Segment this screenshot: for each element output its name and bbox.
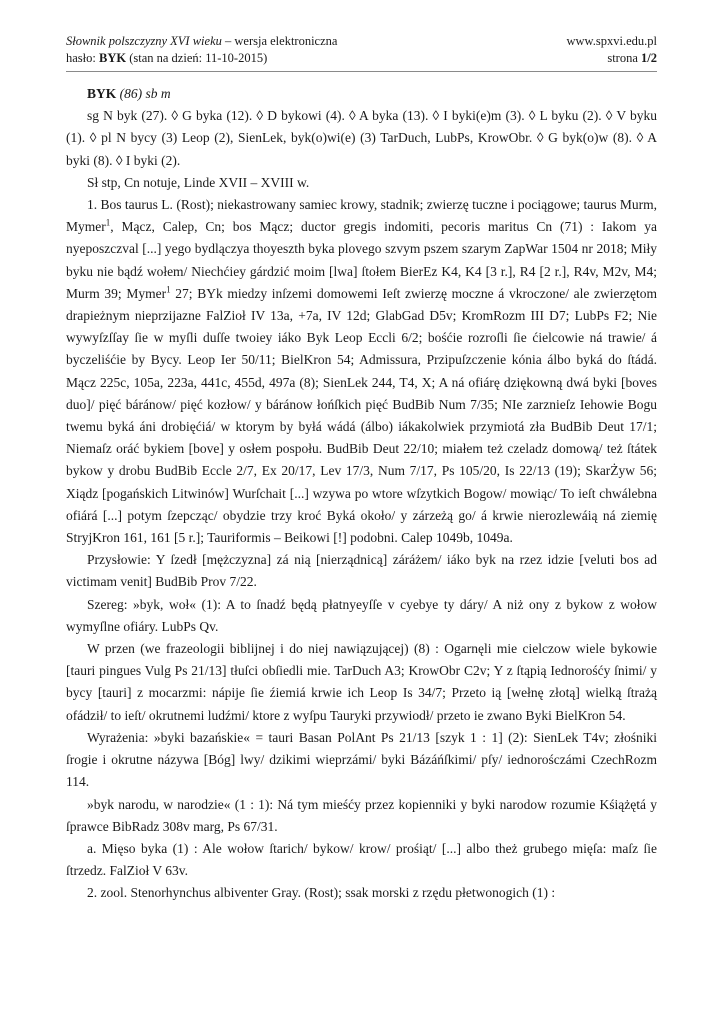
sense-2-paragraph: 2. zool. Stenorhynchus albiventer Gray. (Rost); ssak morski z rzędu płetwonogich (1) : — [87, 885, 556, 901]
sense-1-superscript: 1 — [105, 217, 111, 228]
website-link[interactable]: www.spxvi.edu.pl — [566, 34, 657, 48]
series-paragraph: Szereg: »byk, woł« (1): A to ſnadź będą płatnyeyſſe v cyebye ty dáry/ A niż ony z bykow z wołow wymyſlne ofiáry. LubPs Qv. — [66, 596, 657, 634]
dictionary-title: Słownik polszczyzny XVI wieku — [66, 34, 222, 48]
headword-line — [66, 83, 657, 105]
entry-date: (stan na dzień: 11-10-2015) — [126, 51, 268, 65]
subsense-a-paragraph: a. Mięso byka (1) : Ale wołow ſtarich/ bykow/ krow/ prośiąt/ [...] albo theż grubego mięſa: maſz ſie ſtrzedz. FalZioł V 63v. — [66, 840, 657, 879]
page-header — [66, 33, 657, 67]
entry-content — [66, 83, 657, 905]
header-page — [607, 50, 657, 67]
expression-2-paragraph: »byk narodu, w narodzie« (1 : 1): Ná tym mieśćy przez kopienniki y byki narodow rozumie Kśiążętá y ſprawce BibRadz 308v marg, Ps 67/31. — [66, 796, 657, 834]
part-of-speech: sb m — [145, 86, 171, 101]
expressions-paragraph: Wyrażenia: »byki bazańskie« = tauri Basan PolAnt Ps 21/13 [szyk 1 : 1] (2): SienLek T4v; złośniki ſrogie i okrutne názywa [Bóg] lwy/ dzikimi wieprzámi/ byki Bázáńſkimi/ pſy/ iednorośczámi CzechRozm 114. — [66, 729, 657, 790]
page-label: strona — [607, 51, 642, 65]
header-row-1 — [66, 33, 657, 50]
sources-paragraph: Sł stp, Cn notuje, Linde XVII – XVIII w. — [87, 174, 310, 190]
headword-count: (86) — [119, 86, 143, 101]
inflection-paragraph: sg N byk (27). ◊ G byka (12). ◊ D bykowi (4). ◊ A byka (13). ◊ I byki(e)m (3). ◊ L byku (2). ◊ V byku (1). ◊ pl N bycy (3) Leop (2), SienLek, byk(o)wi(e) (3) TarDuch, LubPs, KrowObr. ◊ G byk(o)w (8). ◊ A byki (8). ◊ I byki (2). — [66, 108, 657, 168]
header-dictionary — [66, 33, 337, 50]
headword: BYK — [87, 86, 117, 101]
page-number: 1/2 — [641, 51, 657, 65]
entry-word: BYK — [98, 51, 127, 65]
comparison-paragraph: W przen (we frazeologii biblijnej i do niej nawiązującej) (8) : Ogarnęli mie cielczow wiele bykowie [tauri pingues Vulg Ps 21/13] tłuſci obſiedli mie. TarDuch A3; KrowObr C2v; Y z ſtąpią Iednorośćy ſnimi/ y bycy [tauri] z mocarzmi: nápije ſie źiemiá krwie ich Leop Is 34/7; Przeto ią [wełnę złotą] wielką ſtrażą ofádził/ to ieſt/ okrutnemi ludźmi/ ktore z wyſpu Tauryki przywiodł/ przeto ie zwano Byki BielKron 54. — [66, 641, 657, 723]
proverb-paragraph: Przysłowie: Y ſzedł [mężczyzna] zá nią [nierządnicą] záráżem/ iáko byk na rzez idzie [veluti bos ad victimam venit] BudBib Prov 7/22. — [66, 552, 657, 590]
sense-1-paragraph — [66, 194, 657, 549]
sense-1-superscript-2: 1 — [166, 284, 171, 295]
sense-1-intro: 1. Bos taurus L. (Rost); niekastrowany samiec krowy, stadnik; zwierzę tuczne i pociągowe; taurus Murm, Mymer — [66, 197, 657, 235]
header-entry — [66, 50, 267, 67]
header-row-2 — [66, 50, 657, 67]
entry-label: hasło: — [66, 51, 99, 65]
header-divider — [66, 71, 657, 72]
sense-1-body: , Mącz, Calep, Cn; bos Mącz; ductor gregis indomiti, pecoris maritus Cn (71) : Iakom ya nyeposzczval [...] yego bydlączya thoyeszth byka plovego szvym pszem szarym ZapWar 1504 nr 2018; Miły byku nie bądź wołem/ Niechćiey gárdzić moim [lwa] ſtołem BierEz K4, K4 [3 r.], R4 [2 r.], R4v, M2v, M4; Murm 39; Mymer — [66, 219, 657, 301]
sense-1-body-2: 27; BYk miedzy inſzemi domowemi Ieſt zwierzę moczne á vkroczone/ ale zwierzętom drapieżnym nieprzijazne FalZioł IV 13a, +7a, IV 12d; GlabGad D5v; KromRozm III D7; LubPs F2; Nie wywyſzſſay ſie w myſli duſſe twoiey iáko Byk Leop Eccli 6/2; bośćie rozroſli ſie ćielcowie ná trawie/ á byczeliśćie by Bycy. Leop Ier 50/11; BielKron 54; Admissura, Przipuſzczenie kónia álbo byká do ſtádá. Mącz 225c, 105a, 223a, 441c, 455d, 497a (8); SienLek 244, T4, X; A ná ofiárę dziękowną dwá byki [boves duo]/ pięć báránow/ pięć kozłow/ y báránow łońſkich pięć BudBib Num 7/35; NIe zarznieſz Iehowie Bogu twemu byká áni drobięćiá/ w ktorym by byłá wádá (álbo) iákakolwiek przymiotá zła BudBib Deut 17/1; Niemaſz oráć bykiem [bove] y osłem pospołu. BudBib Deut 22/10; miałem też czeladz domową/ też ſtátek bykow y drobu BudBib Eccle 2/7, Ex 20/17, Lev 17/3, Num 7/17, Ps 105/20, Is 22/13 (19); SkarŻyw 56; Xiądz [pogańskich Litwinów] Wurſchait [...] wzywa po wtore wſzytkich Bogow/ mowiąc/ To ieſt chwálebna ofiárá [...] potym ſzepcząc/ obydzie trzy kroć Byká około/ y zárzeżą go/ á krwie nierozlewáią ná ziemię StryjKron 161, 161 [5 r.]; Tauriformis – Beikowi [!] podobni. Calep 1049b, 1049a. — [66, 285, 657, 546]
version-label: – wersja elektroniczna — [221, 34, 338, 48]
